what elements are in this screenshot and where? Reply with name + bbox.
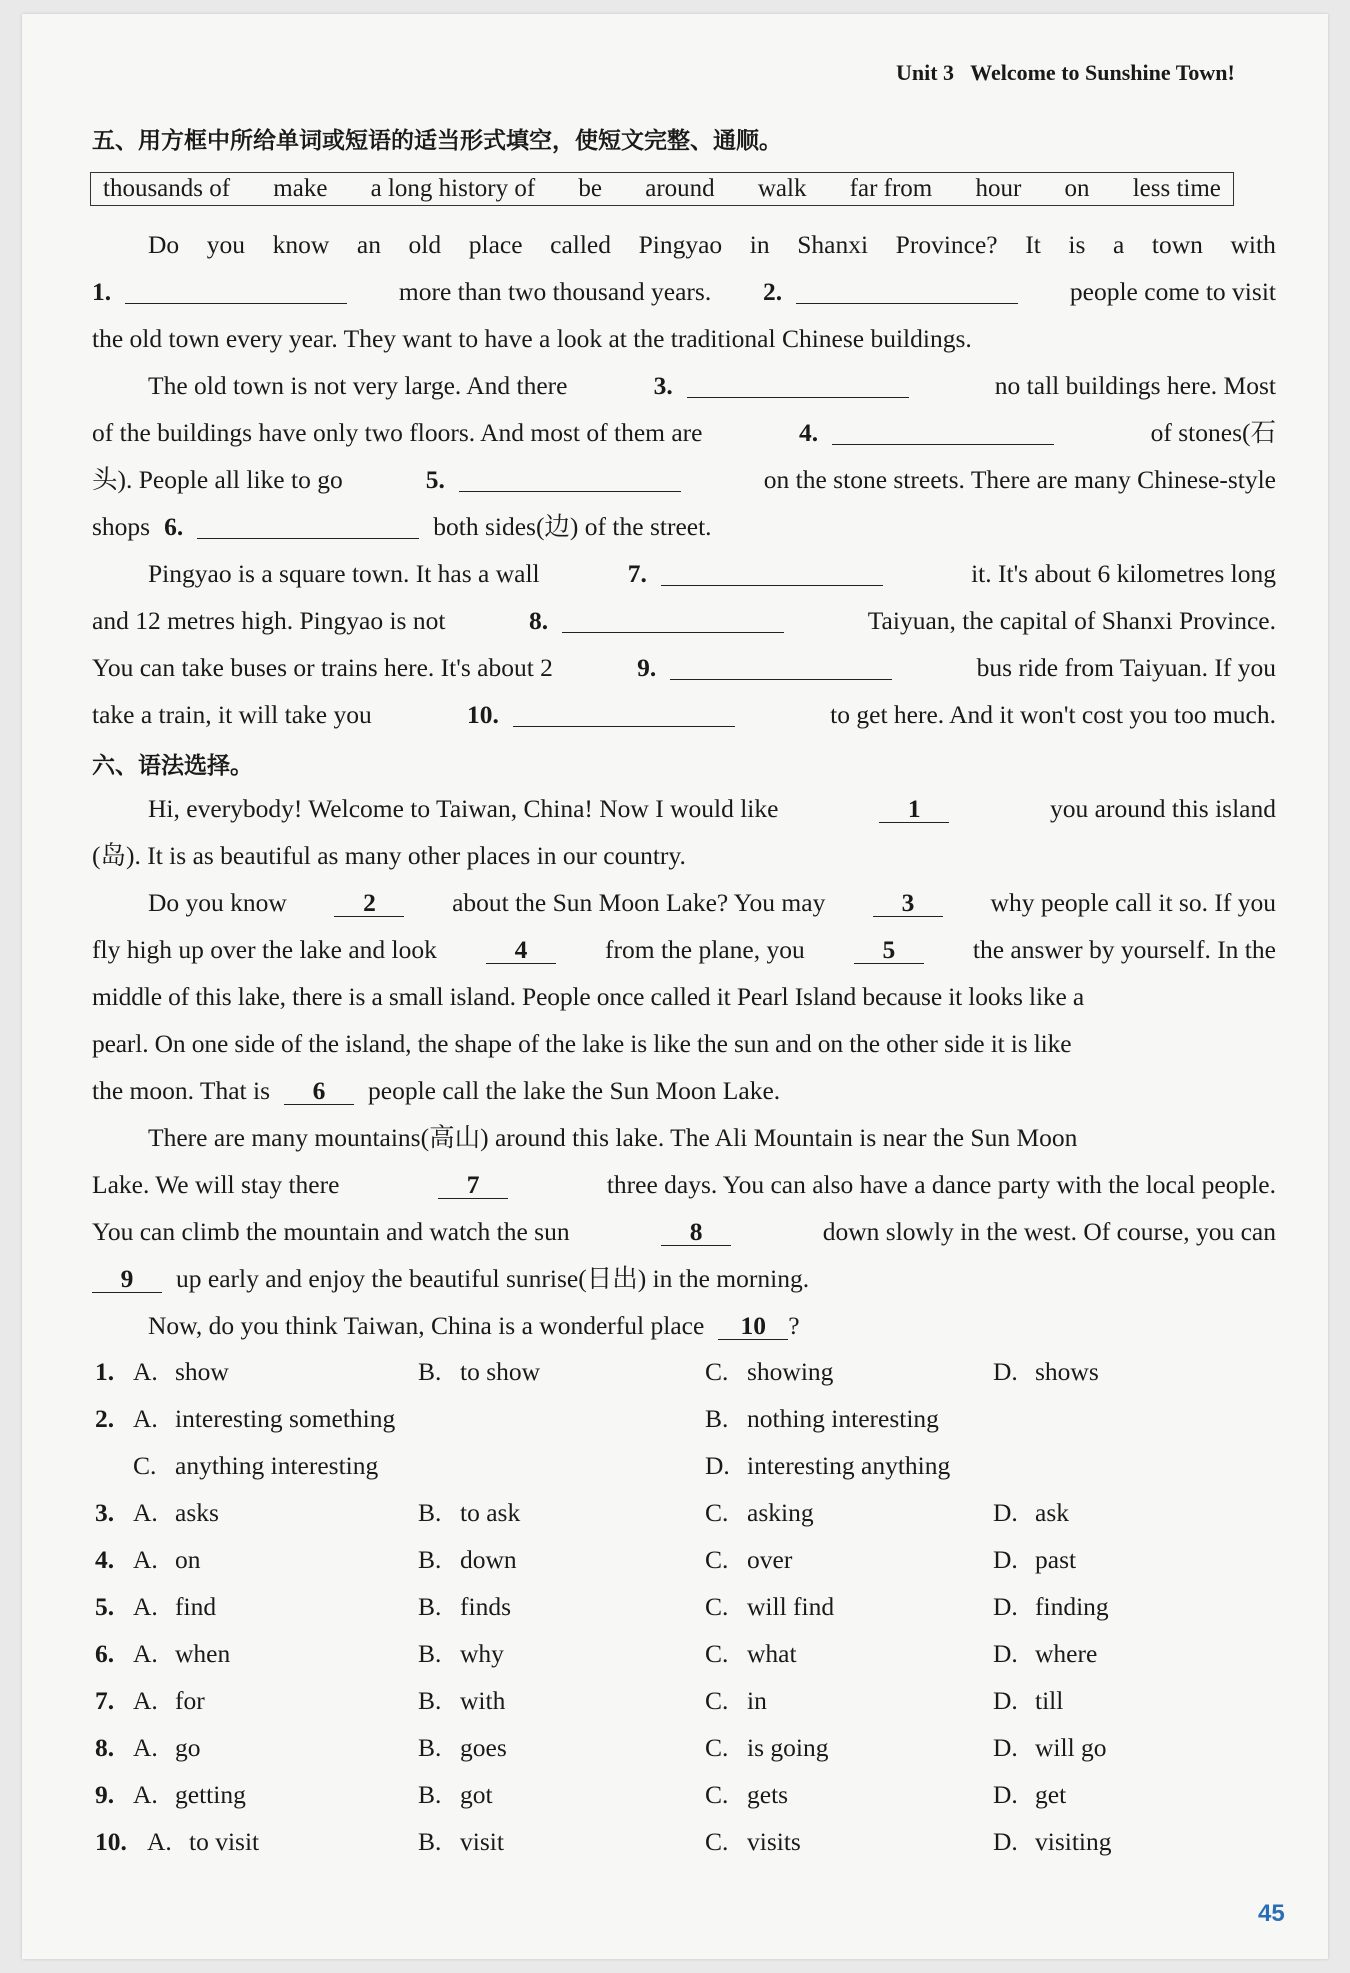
word: Do xyxy=(148,230,180,259)
text: people call the lake the Sun Moon Lake. xyxy=(368,1076,781,1105)
passage-line xyxy=(92,691,1276,738)
word: with xyxy=(1230,230,1276,259)
section-6-title: 六、语法选择。 xyxy=(92,753,253,779)
option-letter: B. xyxy=(418,1639,442,1668)
text: the old town every year. They want to have a look at the traditional Chinese buildings. xyxy=(92,324,972,353)
word-box-item: be xyxy=(578,175,603,202)
question-number: 7. xyxy=(95,1686,115,1715)
option-letter: A. xyxy=(147,1827,172,1856)
answer-blank-1[interactable] xyxy=(125,275,347,304)
text: about the Sun Moon Lake? You may xyxy=(452,888,826,917)
option-c[interactable]: is going xyxy=(747,1733,829,1762)
question-number: 8. xyxy=(95,1733,115,1762)
word: old xyxy=(408,230,442,259)
grammar-blank-2[interactable]: 2 xyxy=(334,890,404,917)
word: place xyxy=(468,230,523,259)
option-letter: B. xyxy=(418,1827,442,1856)
option-c[interactable]: over xyxy=(747,1545,793,1574)
option-b[interactable]: nothing interesting xyxy=(747,1404,939,1433)
word: in xyxy=(749,230,770,259)
option-letter: B. xyxy=(418,1733,442,1762)
text: on the stone streets. There are many Chinese-style xyxy=(763,465,1276,494)
question-number: 6. xyxy=(95,1639,115,1668)
option-d[interactable]: will go xyxy=(1035,1733,1107,1762)
unit-label: Unit 3 xyxy=(896,60,955,85)
word: Pingyao xyxy=(638,230,723,259)
grammar-blank-10[interactable]: 10 xyxy=(718,1313,788,1340)
option-letter: C. xyxy=(705,1639,729,1668)
text: down slowly in the west. Of course, you can xyxy=(822,1217,1276,1246)
answer-blank-5[interactable] xyxy=(459,463,681,492)
grammar-blank-9[interactable]: 9 xyxy=(92,1266,162,1293)
text: of the buildings have only two floors. And most of them are xyxy=(92,418,703,447)
option-d[interactable]: till xyxy=(1035,1686,1064,1715)
text: The old town is not very large. And there xyxy=(148,371,568,400)
passage-line xyxy=(148,362,1276,409)
passage-line xyxy=(148,1114,1276,1161)
passage-line xyxy=(92,597,1276,644)
question-number: 5. xyxy=(95,1592,115,1621)
option-c[interactable]: anything interesting xyxy=(175,1451,379,1480)
option-a[interactable]: interesting something xyxy=(175,1404,396,1433)
option-a[interactable]: find xyxy=(175,1592,217,1621)
text: There are many mountains(高山) around this lake. The Ali Mountain is near the Sun Moon xyxy=(148,1123,1078,1152)
grammar-blank-1[interactable]: 1 xyxy=(879,796,949,823)
option-letter: D. xyxy=(993,1827,1018,1856)
option-b[interactable]: got xyxy=(460,1780,493,1809)
option-letter: A. xyxy=(133,1592,158,1621)
blank-number: 6. xyxy=(164,512,184,541)
option-letter: C. xyxy=(705,1357,729,1386)
option-a[interactable]: when xyxy=(175,1639,231,1668)
option-c[interactable]: gets xyxy=(747,1780,789,1809)
blank-number: 3. xyxy=(653,371,673,400)
passage-line xyxy=(92,268,1276,315)
option-c[interactable]: visits xyxy=(747,1827,801,1856)
word: Shanxi xyxy=(797,230,869,259)
option-letter: D. xyxy=(993,1733,1018,1762)
option-letter: A. xyxy=(133,1357,158,1386)
blank-number: 2. xyxy=(763,277,783,306)
option-letter: D. xyxy=(993,1592,1018,1621)
option-d[interactable]: get xyxy=(1035,1780,1067,1809)
word: town xyxy=(1151,230,1203,259)
text: bus ride from Taiyuan. If you xyxy=(976,653,1276,682)
text: up early and enjoy the beautiful sunrise(日出) in the morning. xyxy=(176,1264,810,1293)
option-letter: D. xyxy=(705,1451,730,1480)
text: you around this island xyxy=(1050,794,1276,823)
option-letter: A. xyxy=(133,1639,158,1668)
word: a xyxy=(1113,230,1125,259)
text: Do you know xyxy=(148,888,287,917)
passage-line xyxy=(148,1302,1276,1349)
option-letter: A. xyxy=(133,1780,158,1809)
option-letter: A. xyxy=(133,1686,158,1715)
option-row-10 xyxy=(95,1818,1195,1865)
option-letter: B. xyxy=(705,1404,729,1433)
question-number: 4. xyxy=(95,1545,115,1574)
option-d[interactable]: finding xyxy=(1035,1592,1109,1621)
text: You can climb the mountain and watch the sun xyxy=(92,1217,570,1246)
word: know xyxy=(272,230,330,259)
blank-number: 5. xyxy=(425,465,445,494)
option-c[interactable]: what xyxy=(747,1639,797,1668)
passage-line xyxy=(92,1208,1276,1255)
question-number: 2. xyxy=(95,1404,115,1433)
word-box-item: make xyxy=(273,175,328,202)
passage-line xyxy=(92,973,1276,1020)
passage-line xyxy=(148,879,1276,926)
option-row-2b xyxy=(95,1442,1195,1489)
passage-line xyxy=(148,785,1276,832)
option-letter: C. xyxy=(705,1498,729,1527)
text: three days. You can also have a dance party with the local people. xyxy=(606,1170,1276,1199)
option-d[interactable]: interesting anything xyxy=(747,1451,951,1480)
text: from the plane, you xyxy=(605,935,805,964)
option-row-7 xyxy=(95,1677,1195,1724)
option-d[interactable]: ask xyxy=(1035,1498,1069,1527)
text: fly high up over the lake and look xyxy=(92,935,437,964)
answer-blank-10[interactable] xyxy=(513,698,735,727)
text: pearl. On one side of the island, the shape of the lake is like the sun and on the other side it is like xyxy=(92,1029,1072,1058)
text: Now, do you think Taiwan, China is a wonderful place xyxy=(148,1311,705,1340)
option-letter: B. xyxy=(418,1545,442,1574)
passage-line xyxy=(92,926,1276,973)
option-c[interactable]: will find xyxy=(747,1592,835,1621)
option-b[interactable]: down xyxy=(460,1545,517,1574)
option-letter: C. xyxy=(705,1545,729,1574)
text: people come to visit xyxy=(1069,277,1276,306)
passage-line xyxy=(92,315,1276,362)
option-b[interactable]: finds xyxy=(460,1592,511,1621)
word: an xyxy=(356,230,381,259)
text: (岛). It is as beautiful as many other places in our country. xyxy=(92,841,686,870)
passage-line xyxy=(92,409,1276,456)
blank-number: 8. xyxy=(529,606,549,635)
text: the moon. That is xyxy=(92,1076,271,1105)
grammar-blank-4[interactable]: 4 xyxy=(486,937,556,964)
text: You can take buses or trains here. It's about 2 xyxy=(92,653,553,682)
text: no tall buildings here. Most xyxy=(994,371,1276,400)
option-letter: B. xyxy=(418,1780,442,1809)
text: and 12 metres high. Pingyao is not xyxy=(92,606,446,635)
option-letter: B. xyxy=(418,1357,442,1386)
option-a[interactable]: getting xyxy=(175,1780,246,1809)
answer-blank-3[interactable] xyxy=(687,369,909,398)
option-letter: B. xyxy=(418,1592,442,1621)
word: called xyxy=(550,230,611,259)
text: middle of this lake, there is a small island. People once called it Pearl Island because it looks like a xyxy=(92,982,1085,1011)
option-d[interactable]: past xyxy=(1035,1545,1077,1574)
option-letter: A. xyxy=(133,1733,158,1762)
option-a[interactable]: show xyxy=(175,1357,229,1386)
option-d[interactable]: visiting xyxy=(1035,1827,1112,1856)
text: Pingyao is a square town. It has a wall xyxy=(148,559,540,588)
option-a[interactable]: for xyxy=(175,1686,205,1715)
word-box xyxy=(90,172,1234,206)
word-box-item: on xyxy=(1064,175,1090,202)
text: to get here. And it won't cost you too much. xyxy=(830,700,1276,729)
answer-blank-7[interactable] xyxy=(661,557,883,586)
option-letter: B. xyxy=(418,1686,442,1715)
option-row-8 xyxy=(95,1724,1195,1771)
passage-line xyxy=(92,456,1276,503)
option-letter: C. xyxy=(705,1592,729,1621)
word: is xyxy=(1068,230,1086,259)
blank-number: 7. xyxy=(627,559,647,588)
passage-line xyxy=(92,832,1276,879)
answer-blank-8[interactable] xyxy=(562,604,784,633)
passage-line xyxy=(92,1255,1276,1302)
option-row-3 xyxy=(95,1489,1195,1536)
word-box-item: thousands of xyxy=(103,175,231,202)
option-b[interactable]: goes xyxy=(460,1733,507,1762)
option-letter: D. xyxy=(993,1545,1018,1574)
option-letter: A. xyxy=(133,1404,158,1433)
grammar-blank-7[interactable]: 7 xyxy=(438,1172,508,1199)
answer-blank-2[interactable] xyxy=(796,275,1018,304)
blank-number: 10. xyxy=(467,700,499,729)
option-row-6 xyxy=(95,1630,1195,1677)
option-letter: A. xyxy=(133,1545,158,1574)
word: you xyxy=(206,230,246,259)
grammar-blank-3[interactable]: 3 xyxy=(873,890,943,917)
option-a[interactable]: go xyxy=(175,1733,201,1762)
option-row-5 xyxy=(95,1583,1195,1630)
option-row-1 xyxy=(95,1348,1195,1395)
text: shops xyxy=(92,512,151,541)
question-number: 1. xyxy=(95,1357,115,1386)
option-letter: C. xyxy=(705,1733,729,1762)
option-letter: C. xyxy=(705,1827,729,1856)
option-letter: D. xyxy=(993,1639,1018,1668)
word: It xyxy=(1025,230,1041,259)
text: the answer by yourself. In the xyxy=(972,935,1276,964)
option-b[interactable]: to ask xyxy=(460,1498,521,1527)
option-row-9 xyxy=(95,1771,1195,1818)
option-b[interactable]: visit xyxy=(460,1827,504,1856)
section-5-title: 五、用方框中所给单词或短语的适当形式填空，使短文完整、通顺。 xyxy=(92,128,782,154)
passage-line xyxy=(92,644,1276,691)
word: Province? xyxy=(895,230,998,259)
word-box-item: around xyxy=(645,175,715,202)
answer-blank-6[interactable] xyxy=(197,510,419,539)
text: ? xyxy=(788,1311,800,1340)
question-number: 10. xyxy=(95,1827,127,1856)
text: Lake. We will stay there xyxy=(92,1170,340,1199)
passage-line xyxy=(92,503,1276,550)
grammar-blank-5[interactable]: 5 xyxy=(854,937,924,964)
word-box-item: a long history of xyxy=(370,175,536,202)
option-row-4 xyxy=(95,1536,1195,1583)
option-d[interactable]: where xyxy=(1035,1639,1098,1668)
word-box-item: far from xyxy=(849,175,933,202)
grammar-blank-8[interactable]: 8 xyxy=(661,1219,731,1246)
passage-line xyxy=(92,1020,1276,1067)
option-letter: D. xyxy=(993,1498,1018,1527)
text: 头). People all like to go xyxy=(92,465,343,494)
option-a[interactable]: on xyxy=(175,1545,201,1574)
option-letter: D. xyxy=(993,1686,1018,1715)
option-c[interactable]: asking xyxy=(747,1498,814,1527)
option-letter: D. xyxy=(993,1780,1018,1809)
option-letter: D. xyxy=(993,1357,1018,1386)
option-b[interactable]: to show xyxy=(460,1357,541,1386)
option-a[interactable]: asks xyxy=(175,1498,219,1527)
option-letter: B. xyxy=(418,1498,442,1527)
text: Hi, everybody! Welcome to Taiwan, China! Now I would like xyxy=(148,794,779,823)
question-number: 3. xyxy=(95,1498,115,1527)
text: why people call it so. If you xyxy=(990,888,1276,917)
text: it. It's about 6 kilometres long xyxy=(971,559,1276,588)
answer-blank-4[interactable] xyxy=(832,416,1054,445)
blank-number: 9. xyxy=(637,653,657,682)
option-letter: C. xyxy=(705,1686,729,1715)
option-d[interactable]: shows xyxy=(1035,1357,1099,1386)
passage-line xyxy=(92,1067,1276,1114)
text: of stones(石 xyxy=(1150,418,1276,447)
blank-number: 1. xyxy=(92,277,112,306)
unit-title: Welcome to Sunshine Town! xyxy=(970,60,1235,85)
option-a[interactable]: to visit xyxy=(189,1827,260,1856)
option-letter: A. xyxy=(133,1498,158,1527)
text: both sides(边) of the street. xyxy=(433,512,712,541)
passage-line xyxy=(148,550,1276,597)
text: take a train, it will take you xyxy=(92,700,372,729)
question-number: 9. xyxy=(95,1780,115,1809)
passage-line xyxy=(148,221,1276,268)
word-box-item: walk xyxy=(757,175,807,202)
unit-header xyxy=(896,60,1235,86)
page-number: 45 xyxy=(1258,1900,1285,1927)
option-letter: C. xyxy=(705,1780,729,1809)
word-box-item: less time xyxy=(1132,175,1221,202)
text: more than two thousand years. xyxy=(398,277,712,306)
text: Taiyuan, the capital of Shanxi Province. xyxy=(867,606,1276,635)
option-c[interactable]: in xyxy=(747,1686,767,1715)
option-row-2 xyxy=(95,1395,1195,1442)
answer-blank-9[interactable] xyxy=(670,651,892,680)
grammar-blank-6[interactable]: 6 xyxy=(284,1078,354,1105)
option-b[interactable]: why xyxy=(460,1639,504,1668)
option-c[interactable]: showing xyxy=(747,1357,834,1386)
option-letter: C. xyxy=(133,1451,157,1480)
passage-line xyxy=(92,1161,1276,1208)
blank-number: 4. xyxy=(799,418,819,447)
option-b[interactable]: with xyxy=(460,1686,506,1715)
word-box-item: hour xyxy=(975,175,1022,202)
